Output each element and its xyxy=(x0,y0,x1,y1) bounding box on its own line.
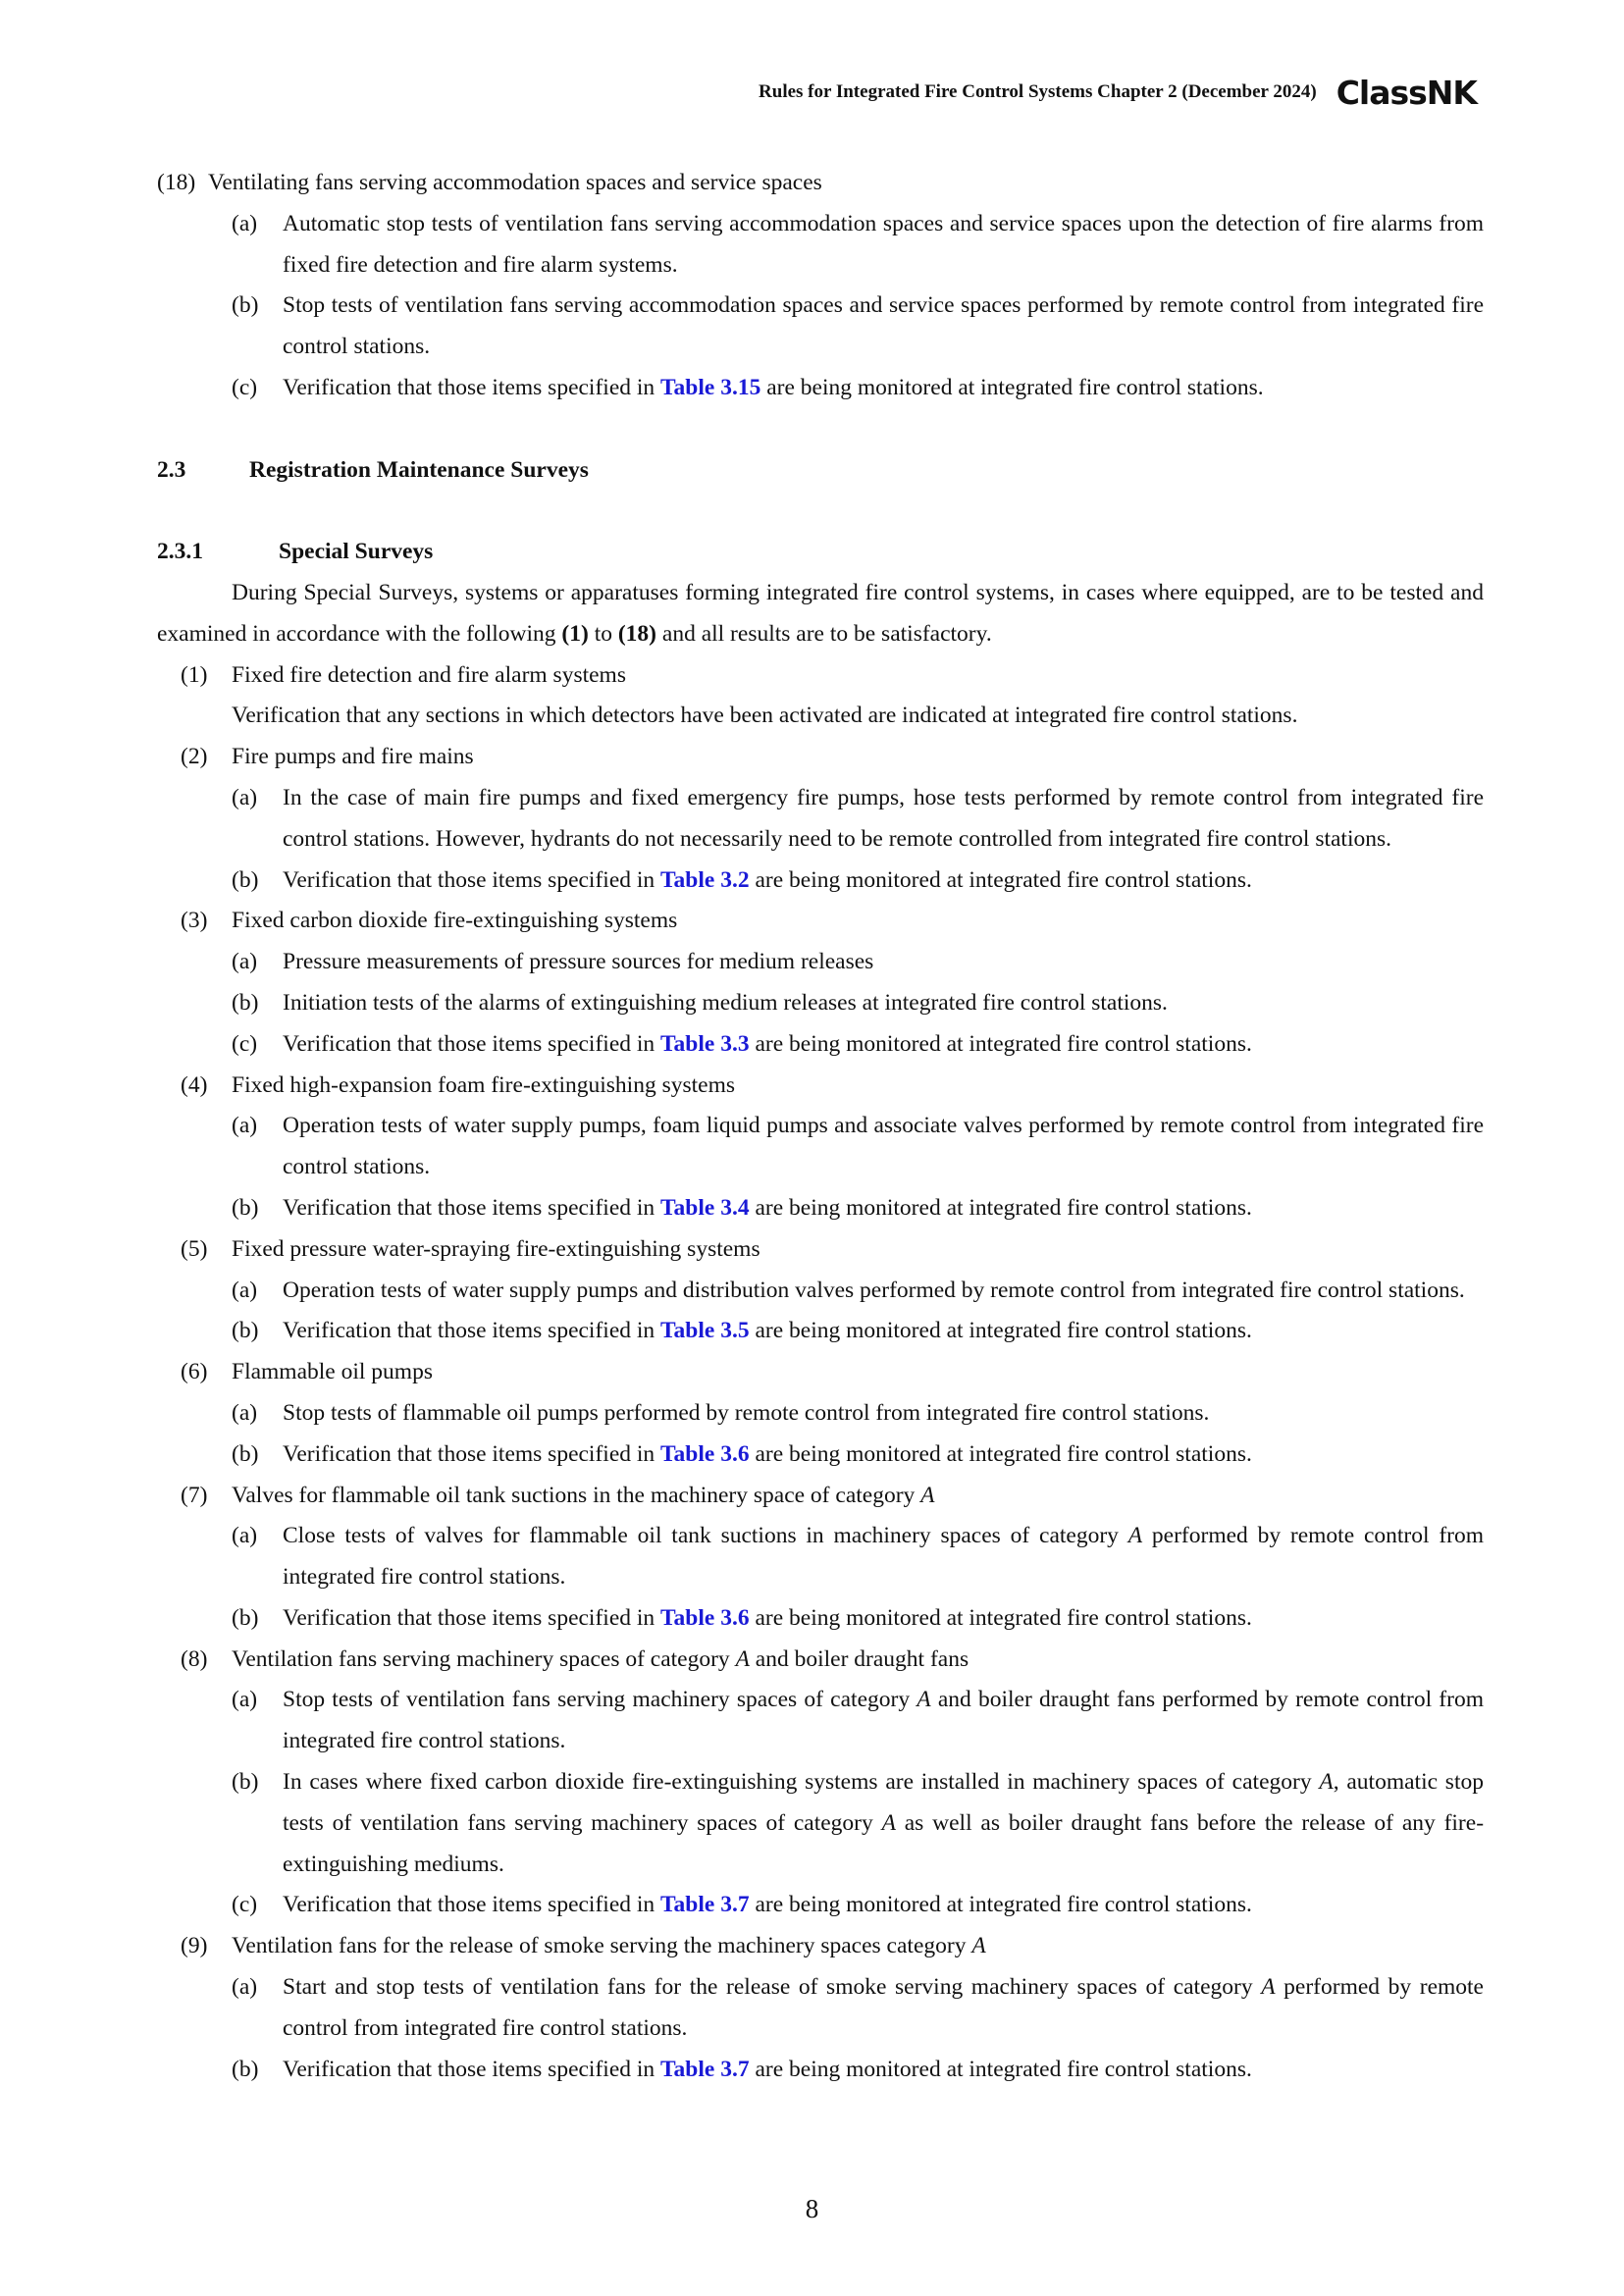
text: performed by remote control from integrated fire control stations. xyxy=(283,1974,1484,2041)
ref-end: (18) xyxy=(617,620,657,647)
text: are being monitored at integrated fire control stations. xyxy=(755,866,1252,893)
text: are being monitored at integrated fire control stations. xyxy=(755,1440,1252,1467)
table-link[interactable]: Table 3.5 xyxy=(660,1318,750,1344)
list-subitem xyxy=(157,778,1484,861)
subitem-letter: (c) xyxy=(232,1030,258,1057)
list-subitem xyxy=(157,861,1484,902)
category-letter: A xyxy=(735,1645,750,1672)
list-subitem xyxy=(157,983,1484,1024)
text: are being monitored at integrated fire control stations. xyxy=(755,1194,1252,1221)
page-header xyxy=(759,73,1477,112)
list-subitem xyxy=(157,286,1484,368)
subitem-text xyxy=(283,1885,1484,1926)
subitem-text xyxy=(283,1435,1484,1476)
subitem-text: Operation tests of water supply pumps, foam liquid pumps and associate valves performed by remote control from integrated fire control stations. xyxy=(283,1113,1484,1180)
item-title: Fixed high-expansion foam fire-extinguishing systems xyxy=(232,1071,736,1098)
list-item xyxy=(157,1926,1484,1967)
item-title: Flammable oil pumps xyxy=(232,1359,433,1385)
subitem-text: Initiation tests of the alarms of extinguishing medium releases at integrated fire control stations. xyxy=(283,989,1168,1016)
category-letter: A xyxy=(917,1687,931,1713)
page-number: 8 xyxy=(805,2194,819,2223)
item-number: (6) xyxy=(181,1359,208,1385)
list-item xyxy=(157,655,1484,697)
subitem-text xyxy=(283,1598,1484,1640)
document-body xyxy=(157,163,1484,2090)
item-number: (3) xyxy=(181,908,208,934)
subitem-text: Automatic stop tests of ventilation fans serving accommodation spaces and service spaces upon the detection of fire alarms from fixed fire detection and fire alarm systems. xyxy=(283,210,1484,278)
list-subitem xyxy=(157,1967,1484,2050)
subitem-letter: (b) xyxy=(232,1769,259,1796)
list-subitem xyxy=(157,1680,1484,1762)
item-title xyxy=(232,1926,1484,1967)
subitem-text xyxy=(283,1188,1484,1229)
item-title: Fire pumps and fire mains xyxy=(232,744,474,770)
ref-start: (1) xyxy=(561,620,589,647)
list-subitem xyxy=(157,1435,1484,1476)
item-number: (8) xyxy=(181,1645,208,1672)
subitem-text xyxy=(283,1516,1484,1598)
category-letter: A xyxy=(881,1809,896,1836)
list-item xyxy=(157,163,1484,204)
table-link[interactable]: Table 3.7 xyxy=(660,2056,750,2082)
subitem-letter: (c) xyxy=(232,374,258,400)
table-link[interactable]: Table 3.7 xyxy=(660,1892,750,1918)
text: Start and stop tests of ventilation fans for the release of smoke serving machinery spaces of category xyxy=(283,1974,1253,2001)
list-subitem xyxy=(157,204,1484,287)
subitem-text: Stop tests of flammable oil pumps performed by remote control from integrated fire control stations. xyxy=(283,1399,1210,1426)
list-subitem xyxy=(157,1762,1484,1885)
text: Verification that those items specified in xyxy=(283,1892,655,1918)
item-number: (2) xyxy=(181,744,208,770)
text: are being monitored at integrated fire control stations. xyxy=(755,2056,1252,2082)
classnk-logo: ClassNK xyxy=(1336,73,1477,112)
text: as well as boiler draught fans before the release of any fire-extinguishing mediums. xyxy=(283,1809,1485,1877)
subitem-letter: (a) xyxy=(232,1974,258,2001)
list-subitem xyxy=(157,1885,1484,1926)
text: Verification that those items specified in xyxy=(283,1194,655,1221)
subitem-text xyxy=(283,1967,1484,2050)
text: and all results are to be satisfactory. xyxy=(661,620,992,647)
text: Close tests of valves for flammable oil tank suctions in machinery spaces of category xyxy=(283,1523,1119,1549)
list-subitem xyxy=(157,1516,1484,1598)
text: are being monitored at integrated fire control stations. xyxy=(755,1030,1252,1057)
item-number: (18) xyxy=(157,170,196,195)
item-number: (7) xyxy=(181,1482,208,1508)
item-number: (5) xyxy=(181,1235,208,1262)
subitem-letter: (a) xyxy=(232,784,258,810)
text: In cases where fixed carbon dioxide fire-extinguishing systems are installed in machinery spaces of category xyxy=(283,1769,1312,1796)
text: Verification that those items specified in xyxy=(283,1030,655,1057)
category-letter: A xyxy=(920,1482,935,1508)
subitem-letter: (b) xyxy=(232,1318,259,1344)
subitem-letter: (b) xyxy=(232,1604,259,1631)
item-number: (4) xyxy=(181,1071,208,1098)
list-subitem xyxy=(157,1106,1484,1188)
item-title: Fixed fire detection and fire alarm systems xyxy=(232,661,626,688)
list-item xyxy=(157,1640,1484,1681)
section-number: 2.3 xyxy=(157,456,186,483)
list-subitem xyxy=(157,368,1484,409)
table-link[interactable]: Table 3.15 xyxy=(660,374,761,400)
header-title: Rules for Integrated Fire Control Systems Chapter 2 (December 2024) xyxy=(759,81,1317,102)
subitem-text: Pressure measurements of pressure sources for medium releases xyxy=(283,949,874,975)
text: Verification that those items specified in xyxy=(283,1318,655,1344)
subitem-text: Operation tests of water supply pumps and distribution valves performed by remote control from integrated fire control stations. xyxy=(283,1277,1465,1303)
subitem-text xyxy=(283,1762,1484,1885)
text: and boiler draught fans performed by remote control from integrated fire control stations. xyxy=(283,1687,1484,1754)
category-letter: A xyxy=(1261,1974,1276,2001)
category-letter: A xyxy=(1127,1523,1143,1549)
subitem-text xyxy=(283,1024,1484,1066)
text: Stop tests of ventilation fans serving machinery spaces of category xyxy=(283,1687,911,1713)
table-link[interactable]: Table 3.4 xyxy=(660,1194,750,1221)
text: Verification that those items specified in xyxy=(283,866,655,893)
text: Verification that those items specified in xyxy=(283,2056,655,2082)
text: , automatic stop tests of ventilation fans serving machinery spaces of category xyxy=(283,1769,1484,1836)
subitem-letter: (b) xyxy=(232,292,259,319)
text: and boiler draught fans xyxy=(755,1645,969,1672)
list-subitem xyxy=(157,2050,1484,2091)
list-item xyxy=(157,1229,1484,1271)
list-subitem xyxy=(157,1393,1484,1435)
subsection-number: 2.3.1 xyxy=(157,539,203,565)
text: Verification that those items specified in xyxy=(283,374,655,400)
text: to xyxy=(594,620,612,647)
item-title: Ventilating fans serving accommodation spaces and service spaces xyxy=(208,170,822,195)
text: Ventilation fans for the release of smoke serving the machinery spaces category xyxy=(232,1933,967,1959)
subitem-text xyxy=(283,1680,1484,1762)
list-item xyxy=(157,901,1484,942)
category-letter: A xyxy=(971,1933,986,1959)
text: Ventilation fans serving machinery spaces of category xyxy=(232,1645,730,1672)
subitem-letter: (b) xyxy=(232,2056,259,2082)
subitem-letter: (b) xyxy=(232,1194,259,1221)
list-subitem xyxy=(157,1311,1484,1352)
text: Valves for flammable oil tank suctions in the machinery space of category xyxy=(232,1482,916,1508)
list-item xyxy=(157,1476,1484,1517)
text: Verification that those items specified in xyxy=(283,1440,655,1467)
list-item xyxy=(157,737,1484,778)
subitem-letter: (a) xyxy=(232,1399,258,1426)
section-heading xyxy=(157,450,1484,492)
subsection-title: Special Surveys xyxy=(279,539,434,565)
list-item xyxy=(157,1066,1484,1107)
text: Verification that those items specified in xyxy=(283,1604,655,1631)
item-title: Fixed carbon dioxide fire-extinguishing systems xyxy=(232,908,678,934)
subitem-letter: (a) xyxy=(232,1113,258,1139)
table-link[interactable]: Table 3.3 xyxy=(660,1030,750,1057)
list-item-text xyxy=(157,696,1484,737)
item-number: (9) xyxy=(181,1933,208,1959)
subitem-letter: (a) xyxy=(232,210,258,236)
subitem-letter: (a) xyxy=(232,1687,258,1713)
section-title: Registration Maintenance Surveys xyxy=(249,456,589,483)
item-title xyxy=(232,1476,1484,1517)
subitem-text xyxy=(283,368,1484,409)
subitem-letter: (c) xyxy=(232,1892,258,1918)
subitem-text xyxy=(283,861,1484,902)
item-text: Verification that any sections in which detectors have been activated are indicated at integrated fire control stations. xyxy=(232,703,1298,729)
subsection-heading xyxy=(157,532,1484,573)
subitem-letter: (b) xyxy=(232,989,259,1016)
subitem-letter: (b) xyxy=(232,1440,259,1467)
text: During Special Surveys, systems or apparatuses forming integrated fire control systems, in cases where equipped, are to be tested and examined in accordance with the following xyxy=(157,579,1484,647)
list-subitem xyxy=(157,1188,1484,1229)
list-subitem xyxy=(157,942,1484,983)
text: performed by remote control from integrated fire control stations. xyxy=(283,1523,1485,1591)
subitem-text xyxy=(283,2050,1484,2091)
subitem-text: In the case of main fire pumps and fixed emergency fire pumps, hose tests performed by remote control from integrated fire control stations. However, hydrants do not necessarily need to be remote controlled from integrated fire control stations. xyxy=(283,784,1484,852)
category-letter: A xyxy=(1319,1769,1334,1796)
list-subitem xyxy=(157,1024,1484,1066)
item-number: (1) xyxy=(181,661,208,688)
text: are being monitored at integrated fire control stations. xyxy=(755,1892,1252,1918)
list-subitem xyxy=(157,1598,1484,1640)
subitem-text: Stop tests of ventilation fans serving accommodation spaces and service spaces performed by remote control from integrated fire control stations. xyxy=(283,292,1484,360)
text: are being monitored at integrated fire control stations. xyxy=(766,374,1264,400)
table-link[interactable]: Table 3.6 xyxy=(660,1604,750,1631)
text: are being monitored at integrated fire control stations. xyxy=(755,1604,1252,1631)
list-item xyxy=(157,1352,1484,1393)
subitem-letter: (a) xyxy=(232,949,258,975)
item-title: Fixed pressure water-spraying fire-extinguishing systems xyxy=(232,1235,760,1262)
text: are being monitored at integrated fire control stations. xyxy=(755,1318,1252,1344)
subitem-letter: (a) xyxy=(232,1523,258,1549)
table-link[interactable]: Table 3.2 xyxy=(660,866,750,893)
subitem-letter: (b) xyxy=(232,866,259,893)
subitem-text xyxy=(283,1311,1484,1352)
subitem-letter: (a) xyxy=(232,1277,258,1303)
intro-paragraph xyxy=(82,573,1484,655)
item-title xyxy=(232,1640,1484,1681)
table-link[interactable]: Table 3.6 xyxy=(660,1440,750,1467)
list-subitem xyxy=(157,1271,1484,1312)
